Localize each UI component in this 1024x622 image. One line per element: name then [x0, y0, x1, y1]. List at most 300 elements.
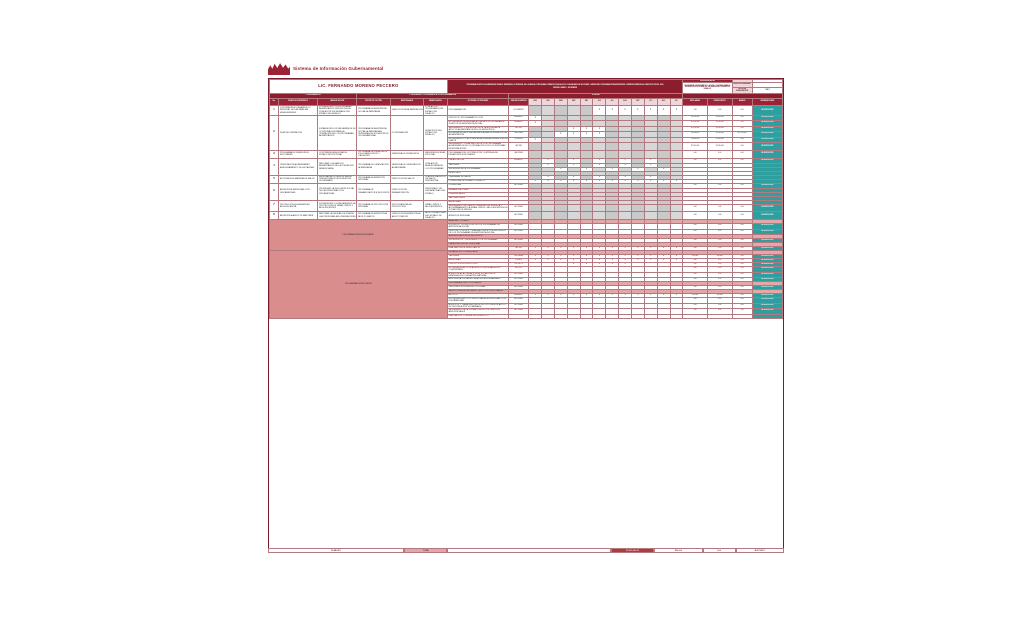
month-cell-9 — [644, 314, 657, 318]
unidad-cell: PROYECTO — [509, 263, 529, 267]
col-no: No. — [270, 99, 279, 106]
accion-cell: SERVICIOS ASISTENCIALES Y APOYOS FUNCIONALES — [447, 290, 508, 294]
month-cell-1 — [542, 106, 555, 116]
observaciones-cell: EN EJECUCIÓN — [752, 298, 782, 304]
accion-cell: EVALUACIÓN Y CIERRE DEL EJERCICIO — [447, 314, 508, 318]
month-cell-2: 1 — [554, 167, 567, 171]
month-cell-9 — [644, 143, 657, 151]
month-cell-5 — [593, 150, 606, 158]
month-cell-6: 1 — [606, 294, 619, 298]
avance-cell: $15,750,000 — [732, 132, 752, 138]
unidad-cell: RACIONES — [509, 150, 529, 158]
avance-cell: 0.00 — [732, 204, 752, 212]
month-cell-4 — [580, 212, 593, 220]
avance-cell: 0.00 — [732, 255, 752, 259]
presupuesto-cell: 0.00 — [707, 150, 732, 158]
unidad-value: SEDESO — [752, 80, 782, 83]
month-cell-11 — [670, 143, 683, 151]
month-cell-0 — [529, 150, 542, 158]
linea-cell: FORTALECER LOS PROGRAMAS ALIMENTARIOS DIRIGIDOS A LA POBLACIÓN VULNERABLE DEL ESTADO DE HIDALGO — [318, 106, 357, 116]
month-cell-10 — [657, 204, 670, 212]
month-cell-3 — [567, 143, 580, 151]
meta-cell: 0.00 — [683, 286, 708, 290]
unidad-cell: ACCIONES — [509, 272, 529, 278]
presupuesto-cell: 0.00 — [707, 212, 732, 220]
month-cell-2: 1 — [554, 179, 567, 183]
linea-cell: CONTRIBUIR A MEJORAR EL ESTADO NUTRICIONAL — [318, 150, 357, 158]
avance-cell: 0.00 — [732, 224, 752, 230]
observaciones-cell: EN EJECUCIÓN — [752, 192, 782, 196]
month-cell-3: 1 — [567, 158, 580, 163]
month-cell-9: 1 — [644, 179, 657, 183]
responsable-cell: JEFATURA DE ORIENTACIÓN ALIMENTARIA — [390, 158, 424, 175]
presupuesto-cell: 0.00 — [707, 239, 732, 243]
observaciones-cell: EN EJECUCIÓN — [752, 137, 782, 143]
meta-cell: 289,804.00 — [683, 137, 708, 143]
month-cell-9: 1 — [644, 259, 657, 263]
accion-cell: DIFUSIÓN Y PROMOCIÓN DE LOS PROGRAMAS DE ASISTENCIA SOCIAL — [447, 224, 508, 230]
col-dic: DIC — [670, 99, 683, 106]
accion-cell: ENTREGA DE DOTACIONES ALIMENTARIAS A MENORES DE 5 AÑOS — [448, 137, 509, 142]
meta-cell: 0.00 — [683, 263, 708, 267]
beneficiarios-cell: POBLACIÓN VULNERABLE DEL ESTADO DE HIDALGO — [424, 106, 447, 116]
month-cell-6 — [606, 314, 619, 318]
month-cell-0: 1 — [529, 255, 542, 259]
avance-cell: 0.00 — [732, 278, 752, 282]
month-cell-7: 1 — [619, 175, 632, 179]
observaciones-cell: EN EJECUCIÓN — [752, 272, 782, 278]
objetivo-cell: PLAN DE OPERACIÓN — [278, 116, 317, 151]
col-mar: MAR — [554, 99, 567, 106]
month-cell-6 — [606, 150, 619, 158]
month-cell-0: 1 — [529, 247, 542, 251]
observaciones-cell: EN EJECUCIÓN — [752, 309, 782, 315]
month-cell-4: 1 — [580, 247, 593, 251]
group-2: II. CALENDARIO Y PROGRAMACIÓN DE LA PROGRAMACIÓN — [357, 94, 509, 99]
col-meta: META ANUAL — [683, 99, 708, 106]
observaciones-cell: EN EJECUCIÓN — [752, 267, 782, 273]
presupuesto-cell: $1,250,000 — [707, 121, 732, 127]
unidad-cell: DOTACIÓN — [509, 137, 529, 143]
month-cell-10: 1 — [657, 247, 670, 251]
meta-cell: 0.00 — [683, 150, 708, 158]
month-cell-3: 1 — [567, 175, 580, 179]
proyecto-cell: PROGRAMA DE ATENCIÓN AL ADULTO MAYOR — [357, 212, 391, 220]
month-cell-11: 1 — [670, 259, 683, 263]
month-cell-8: 1 — [631, 106, 644, 116]
col-acciones: ACCIONES / ACTIVIDADES — [447, 99, 508, 106]
avance-cell: 0.00 — [732, 212, 752, 220]
col-nov: NOV — [657, 99, 670, 106]
accion-cell: ATENCIÓN A LA POBLACIÓN EN SITUACIÓN DE EMERGENCIA O DESASTRE NATURAL — [447, 272, 508, 278]
linea-cell: MEJORAR LA CALIDAD DE VIDA DE LAS PERSONAS ADULTAS MAYORES — [319, 213, 356, 218]
meta-cell: 0.00 — [683, 196, 708, 200]
accion-cell: PROGRAMACIÓN, DISTRIBUCIÓN Y ENTREGA DE DESAYUNOS ESCOLARES — [447, 150, 508, 158]
spreadsheet-sheet — [268, 60, 784, 552]
accion-cell: APOYOS — [447, 294, 508, 298]
avance-cell: 0.00 — [732, 163, 752, 167]
accion-cell: SUPERVISIÓN DE PROGRAMAS — [447, 167, 508, 171]
objetivo-cell: PROGRAMA DE DESAYUNOS ESCOLARES — [278, 150, 317, 158]
month-cell-1: 1 — [542, 255, 555, 259]
month-cell-10 — [657, 314, 670, 318]
unidad-cell: DOCUMENTO — [509, 106, 529, 116]
presupuesto-cell: 0.00 — [707, 200, 732, 204]
avance-cell: 0.00 — [732, 267, 752, 273]
unidad-cell: ELEMENTO — [509, 167, 529, 171]
month-cell-4 — [580, 204, 593, 212]
meta-cell: 0.00 — [683, 175, 708, 179]
month-cell-8 — [631, 212, 644, 220]
month-cell-11: 1 — [670, 255, 683, 259]
month-cell-3: 1 — [567, 259, 580, 263]
month-cell-3: 1 — [567, 163, 580, 167]
dependencia-label: DEPENDENCIA — [683, 80, 732, 83]
month-cell-6: 1 — [606, 255, 619, 259]
unidad-cell: CAMPAÑA — [509, 175, 529, 179]
col-feb: FEB — [542, 99, 555, 106]
month-cell-11 — [670, 204, 683, 212]
month-cell-6: 1 — [606, 259, 619, 263]
month-cell-9 — [644, 204, 657, 212]
accion-cell: VINCULACIÓN INTERINSTITUCIONAL — [447, 286, 508, 290]
proyecto-cell: PROGRAMA DE ASISTENCIA SOCIAL ALIMENTARIA A PERSONAS EN SITUACIÓN DE VULNERABILIDAD — [357, 116, 391, 151]
observaciones-cell: EN EJECUCIÓN — [752, 106, 782, 116]
observaciones-cell: EN EJECUCIÓN — [752, 278, 782, 282]
col-presupuesto: PRESUPUESTO — [707, 99, 732, 106]
observaciones-cell: EN EJECUCIÓN — [752, 163, 782, 167]
accion-cell: CAPACITACIÓN — [447, 158, 508, 163]
presupuesto-cell: $1,250,000 — [707, 116, 732, 121]
meta-cell: 0.00 — [683, 267, 708, 273]
month-cell-8: 1 — [631, 179, 644, 183]
month-cell-4: 1 — [580, 167, 593, 171]
meta-cell: 0.00 — [683, 212, 708, 220]
month-cell-5: 1 — [593, 255, 606, 259]
month-cell-4: 1 — [580, 255, 593, 259]
month-cell-5 — [593, 143, 606, 151]
month-cell-0: 1 — [529, 116, 542, 121]
observaciones-cell: EN EJECUCIÓN — [752, 175, 782, 179]
month-cell-6 — [606, 143, 619, 151]
month-cell-7 — [619, 204, 632, 212]
observaciones-cell: EN EJECUCIÓN — [752, 171, 782, 175]
month-cell-0 — [529, 204, 542, 212]
avance-cell: 0.00 — [732, 196, 752, 200]
meta-cell: 0.00 — [683, 171, 708, 175]
presupuesto-cell: 0.00 — [707, 171, 732, 175]
avance-cell: 0.00 — [732, 183, 752, 188]
meta-cell: 0.00 — [683, 278, 708, 282]
month-cell-2 — [554, 150, 567, 158]
unidad-cell: ACCIONES — [509, 309, 529, 315]
avance-cell: 0.00 — [732, 137, 752, 143]
meta-cell: 0.00 — [683, 204, 708, 212]
accion-cell: ATENCIÓN INTEGRAL — [447, 212, 508, 220]
objetivo-cell: ATENCIÓN A ADULTOS MAYORES — [278, 212, 317, 220]
footer-bar — [268, 548, 784, 553]
unidad-cell: ACCIONES — [509, 278, 529, 282]
presupuesto-cell: 0.00 — [707, 278, 732, 282]
month-cell-5: 1 — [593, 263, 606, 267]
avance-cell: 0.00 — [732, 106, 752, 116]
table-row — [270, 106, 783, 116]
objetivo-cell: ACCIONES EN MATERIA DE SALUD — [278, 175, 317, 183]
month-cell-0 — [529, 106, 542, 116]
month-cell-6: 1 — [606, 106, 619, 116]
month-cell-0 — [529, 212, 542, 220]
linea-cell: ESTABLECER LOS MECANISMOS DE COORDINACIÓN PARA LA OPERACIÓN DE LOS PROGRAMAS ALIMENTARIOS — [318, 116, 357, 151]
month-cell-9: 1 — [644, 255, 657, 259]
unidad-cell: ACCIONES — [509, 200, 529, 204]
month-cell-3: 1 — [567, 179, 580, 183]
month-cell-3 — [567, 314, 580, 318]
col-jun: JUN — [593, 99, 606, 106]
avance-cell: 0.00 — [732, 200, 752, 204]
month-cell-5: 1 — [593, 158, 606, 163]
observaciones-cell: EN EJECUCIÓN — [752, 158, 782, 163]
meta-cell: 0.00 — [683, 239, 708, 243]
unidad-cell: ELEMENTO — [509, 171, 529, 175]
month-cell-1: 1 — [542, 247, 555, 251]
unidad-cell: ACCIONES — [509, 286, 529, 290]
accion-cell: CONSULTAS DE PRIMER CONTACTO — [447, 179, 508, 183]
footer-blank — [447, 548, 610, 553]
observaciones-cell: EN EJECUCIÓN — [752, 247, 782, 251]
row-number: 7 — [270, 200, 279, 212]
beneficiarios-cell: PERSONAS CON DISCAPACIDAD DEL ESTADO — [424, 183, 447, 200]
accion-cell: VALORACIONES — [447, 196, 508, 200]
accion-cell: EVALUACIÓN DE RESULTADOS — [447, 247, 508, 251]
month-cell-4: 1 — [580, 294, 593, 298]
month-cell-8: 1 — [631, 167, 644, 171]
month-cell-4: 1 — [580, 132, 593, 138]
month-cell-5: 1 — [593, 175, 606, 179]
unidad-cell: APOYOS — [509, 267, 529, 273]
col-may: MAY — [580, 99, 593, 106]
month-cell-5 — [593, 204, 606, 212]
month-cell-9 — [644, 150, 657, 158]
month-cell-2 — [554, 106, 567, 116]
observaciones-cell: EN EJECUCIÓN — [752, 179, 782, 183]
unidad-cell: ELEMENTO — [509, 121, 529, 127]
col-beneficiarios: BENEFICIARIOS — [424, 99, 447, 106]
unidad-cell: ESCUELAS — [509, 255, 529, 259]
presupuesto-cell: 0.00 — [707, 163, 732, 167]
month-cell-7: 1 — [619, 263, 632, 267]
objetivo-cell: PROTECCIÓN A LA INFANCIA Y ADOLESCENCIA — [278, 200, 317, 212]
meta-cell: 0.00 — [683, 247, 708, 251]
hidalgo-crest-icon — [268, 61, 290, 75]
avance-cell: 0.00 — [732, 175, 752, 179]
beneficiarios-cell: MENORES EN EDAD ESCOLAR — [425, 151, 446, 157]
avance-cell: 0.00 — [732, 298, 752, 304]
footer-total-value: $3,500,000.00 — [611, 548, 654, 553]
presupuesto-cell: 0.00 — [707, 229, 732, 235]
observaciones-cell: EN EJECUCIÓN — [752, 116, 782, 121]
observaciones-cell: EN EJECUCIÓN — [752, 303, 782, 309]
accion-cell: SUPERVISIÓN Y SEGUIMIENTO DE PROGRAMAS — [447, 239, 508, 243]
accion-cell: TALLERES — [447, 255, 508, 259]
month-cell-3: 1 — [567, 263, 580, 267]
month-cell-0 — [529, 143, 542, 151]
month-cell-0 — [529, 314, 542, 318]
month-cell-3 — [567, 106, 580, 116]
month-cell-7: 1 — [619, 294, 632, 298]
observaciones-cell: EN EJECUCIÓN — [752, 294, 782, 298]
observaciones-cell: EN EJECUCIÓN — [752, 200, 782, 204]
document-logo-bar — [268, 60, 784, 76]
meta-cell: 0.00 — [683, 200, 708, 204]
meta-cell: 0.00 — [683, 272, 708, 278]
avance-cell: 0.00 — [732, 158, 752, 163]
presupuesto-cell: 0.00 — [707, 267, 732, 273]
month-cell-4 — [580, 106, 593, 116]
month-cell-3: 1 — [567, 247, 580, 251]
responsable-cell: JEFATURA DE DESAYUNOS — [390, 150, 424, 158]
unidad-cell: ACCIONES — [509, 239, 529, 243]
observaciones-cell: EN EJECUCIÓN — [752, 229, 782, 235]
accion-cell: ASISTENCIA SOCIAL A POBLACIÓN EN DESAMPARO — [447, 278, 508, 282]
meta-cell: 0.00 — [683, 167, 708, 171]
unidad-cell: ACCIONES — [509, 196, 529, 200]
avance-cell: 0.00 — [732, 247, 752, 251]
linea-cell: FORTALECER LOS MECANISMOS DE PROTECCIÓN DE NIÑAS, NIÑOS Y ADOLESCENTES — [318, 200, 357, 212]
accion-cell: REHABILITACIONES — [447, 188, 508, 192]
col-sep: SEP — [631, 99, 644, 106]
observaciones-cell: EN EJECUCIÓN — [752, 259, 782, 263]
meta-cell: 0.00 — [683, 259, 708, 263]
proyecto-cell: PROGRAMA DE ASISTENCIA SOCIAL ALIMENTARIA — [357, 106, 391, 116]
unidad-cell: ACCIONES — [509, 188, 529, 192]
column-header-row — [270, 99, 783, 106]
accion-cell: ENTREGA DE APOYOS FUNCIONALES A PERSONAS CON DISCAPACIDAD — [447, 298, 508, 304]
month-cell-2 — [554, 143, 567, 151]
month-cell-1: 1 — [542, 158, 555, 163]
month-cell-5 — [593, 212, 606, 220]
col-ago: AGO — [619, 99, 632, 106]
month-cell-6: 1 — [606, 263, 619, 267]
meta-cell: 0.00 — [683, 192, 708, 196]
unidad-cell: RACIONES — [509, 132, 529, 138]
avance-cell: 0.00 — [732, 229, 752, 235]
accion-cell: PROYECTO PROGRAMÁTICO 2015 — [447, 116, 508, 121]
meta-cell: $1,250,000 — [683, 143, 708, 151]
presupuesto-cell: 0.00 — [707, 272, 732, 278]
meta-cell: 0.00 — [683, 298, 708, 304]
unidad-cell: ACCIONES — [509, 212, 529, 220]
linea-cell: MEJORAR LOS HÁBITOS ALIMENTARIOS DE LA POBLACIÓN BENEFICIARIA — [318, 158, 357, 175]
unidad-cell: ACCIÓN — [509, 143, 529, 151]
avance-cell: 0.00 — [732, 259, 752, 263]
responsable-cell: DIRECCIÓN DE REHABILITACIÓN — [390, 183, 424, 200]
month-cell-2: 1 — [554, 132, 567, 138]
meta-cell: 0.00 — [683, 179, 708, 183]
meta-cell: 0.00 — [683, 188, 708, 192]
program-title-cell — [447, 80, 683, 94]
objetivo-cell: ATENCIÓN A PERSONAS CON DISCAPACIDAD — [278, 183, 317, 200]
row-number: 1 — [270, 106, 279, 116]
avance-cell: 0.00 — [732, 143, 752, 151]
presupuesto-cell: 0.00 — [707, 158, 732, 163]
accion-cell: PROYECTOS PRODUCTIVOS — [447, 263, 508, 267]
month-cell-9: 1 — [644, 247, 657, 251]
month-cell-7: 1 — [619, 158, 632, 163]
avance-cell: 0.00 — [732, 192, 752, 196]
col-ene: ENE — [529, 99, 542, 106]
accion-cell: ENTREGA DE DESPENSAS A POBLACIÓN VULNERABLE / SUJETOS DE ASISTENCIA SOCIAL — [447, 121, 508, 127]
meta-cell: $1,250,000 — [683, 126, 708, 132]
month-cell-8 — [631, 150, 644, 158]
accion-cell: ATENCIÓN Y CANALIZACIÓN DE SOLICITUDES DE APOYO DE LA POBLACIÓN VULNERABLE — [447, 303, 508, 309]
responsable-cell: DIRECCIÓN DE SALUD — [390, 175, 424, 183]
avance-cell: 0.00 — [732, 314, 752, 318]
meta-cell: 0.00 — [683, 158, 708, 163]
unidad-cell: ELEMENTO — [509, 294, 529, 298]
table-row — [270, 212, 783, 220]
month-cell-7: 1 — [619, 106, 632, 116]
meta-cell: $20,000 — [683, 255, 708, 259]
month-cell-1: 1 — [542, 259, 555, 263]
secretary-cell — [270, 80, 448, 94]
presupuesto-cell: 0.00 — [707, 175, 732, 179]
month-cell-8: 1 — [631, 294, 644, 298]
unidad-cell: ELEMENTO — [509, 158, 529, 163]
accion-cell: ASESORÍAS — [447, 200, 508, 204]
month-cell-8: 1 — [631, 247, 644, 251]
row-number: 4 — [270, 158, 279, 175]
month-cell-5: 1 — [593, 259, 606, 263]
unidad-cell: RESPUESTA — [509, 179, 529, 183]
month-cell-6 — [606, 212, 619, 220]
month-cell-10: 1 — [657, 167, 670, 171]
month-cell-3 — [567, 212, 580, 220]
avance-cell: 0.00 — [732, 179, 752, 183]
month-cell-10 — [657, 212, 670, 220]
dependencia-value: SECRETARÍA DE DESARROLLO SOCIAL / SISTEMA PARA EL DESARROLLO INTEGRAL DE LA FAMILIA DEL ESTADO DE HIDALGO — [683, 83, 732, 94]
month-cell-2: 1 — [554, 247, 567, 251]
month-cell-11: 1 — [670, 106, 683, 116]
meta-cell: 0.00 — [683, 303, 708, 309]
month-cell-11: 1 — [670, 247, 683, 251]
presupuesto-cell: 0.00 — [707, 298, 732, 304]
month-cell-7 — [619, 314, 632, 318]
presupuesto-cell: 0.00 — [707, 309, 732, 315]
month-cell-7: 1 — [619, 247, 632, 251]
proyecto-cell: PROGRAMA DE ATENCIÓN INTEGRAL — [357, 175, 391, 183]
month-cell-5: 1 — [593, 294, 606, 298]
month-cell-7 — [619, 212, 632, 220]
observaciones-cell: EN EJECUCIÓN — [752, 212, 782, 220]
month-cell-11 — [670, 212, 683, 220]
pink-block-2-label: PROGRAMAS ESPECIALES — [270, 251, 448, 319]
table-body — [270, 106, 783, 319]
observaciones-cell: EN EJECUCIÓN — [752, 150, 782, 158]
poa-table — [269, 79, 783, 319]
presupuesto-cell: 0.00 — [707, 106, 732, 116]
meta-cell: $1,250,000 — [683, 116, 708, 121]
month-cell-10: 1 — [657, 255, 670, 259]
unidad-cell: ACCIONES — [509, 192, 529, 196]
accion-cell: CREDENCIALES — [447, 192, 508, 196]
month-cell-10 — [657, 143, 670, 151]
unidad-cell: ACCIONES — [509, 204, 529, 212]
month-cell-8 — [631, 143, 644, 151]
table-row — [270, 150, 783, 158]
presupuesto-cell: 0.00 — [707, 179, 732, 183]
month-cell-2 — [554, 204, 567, 212]
month-cell-3: 1 — [567, 294, 580, 298]
